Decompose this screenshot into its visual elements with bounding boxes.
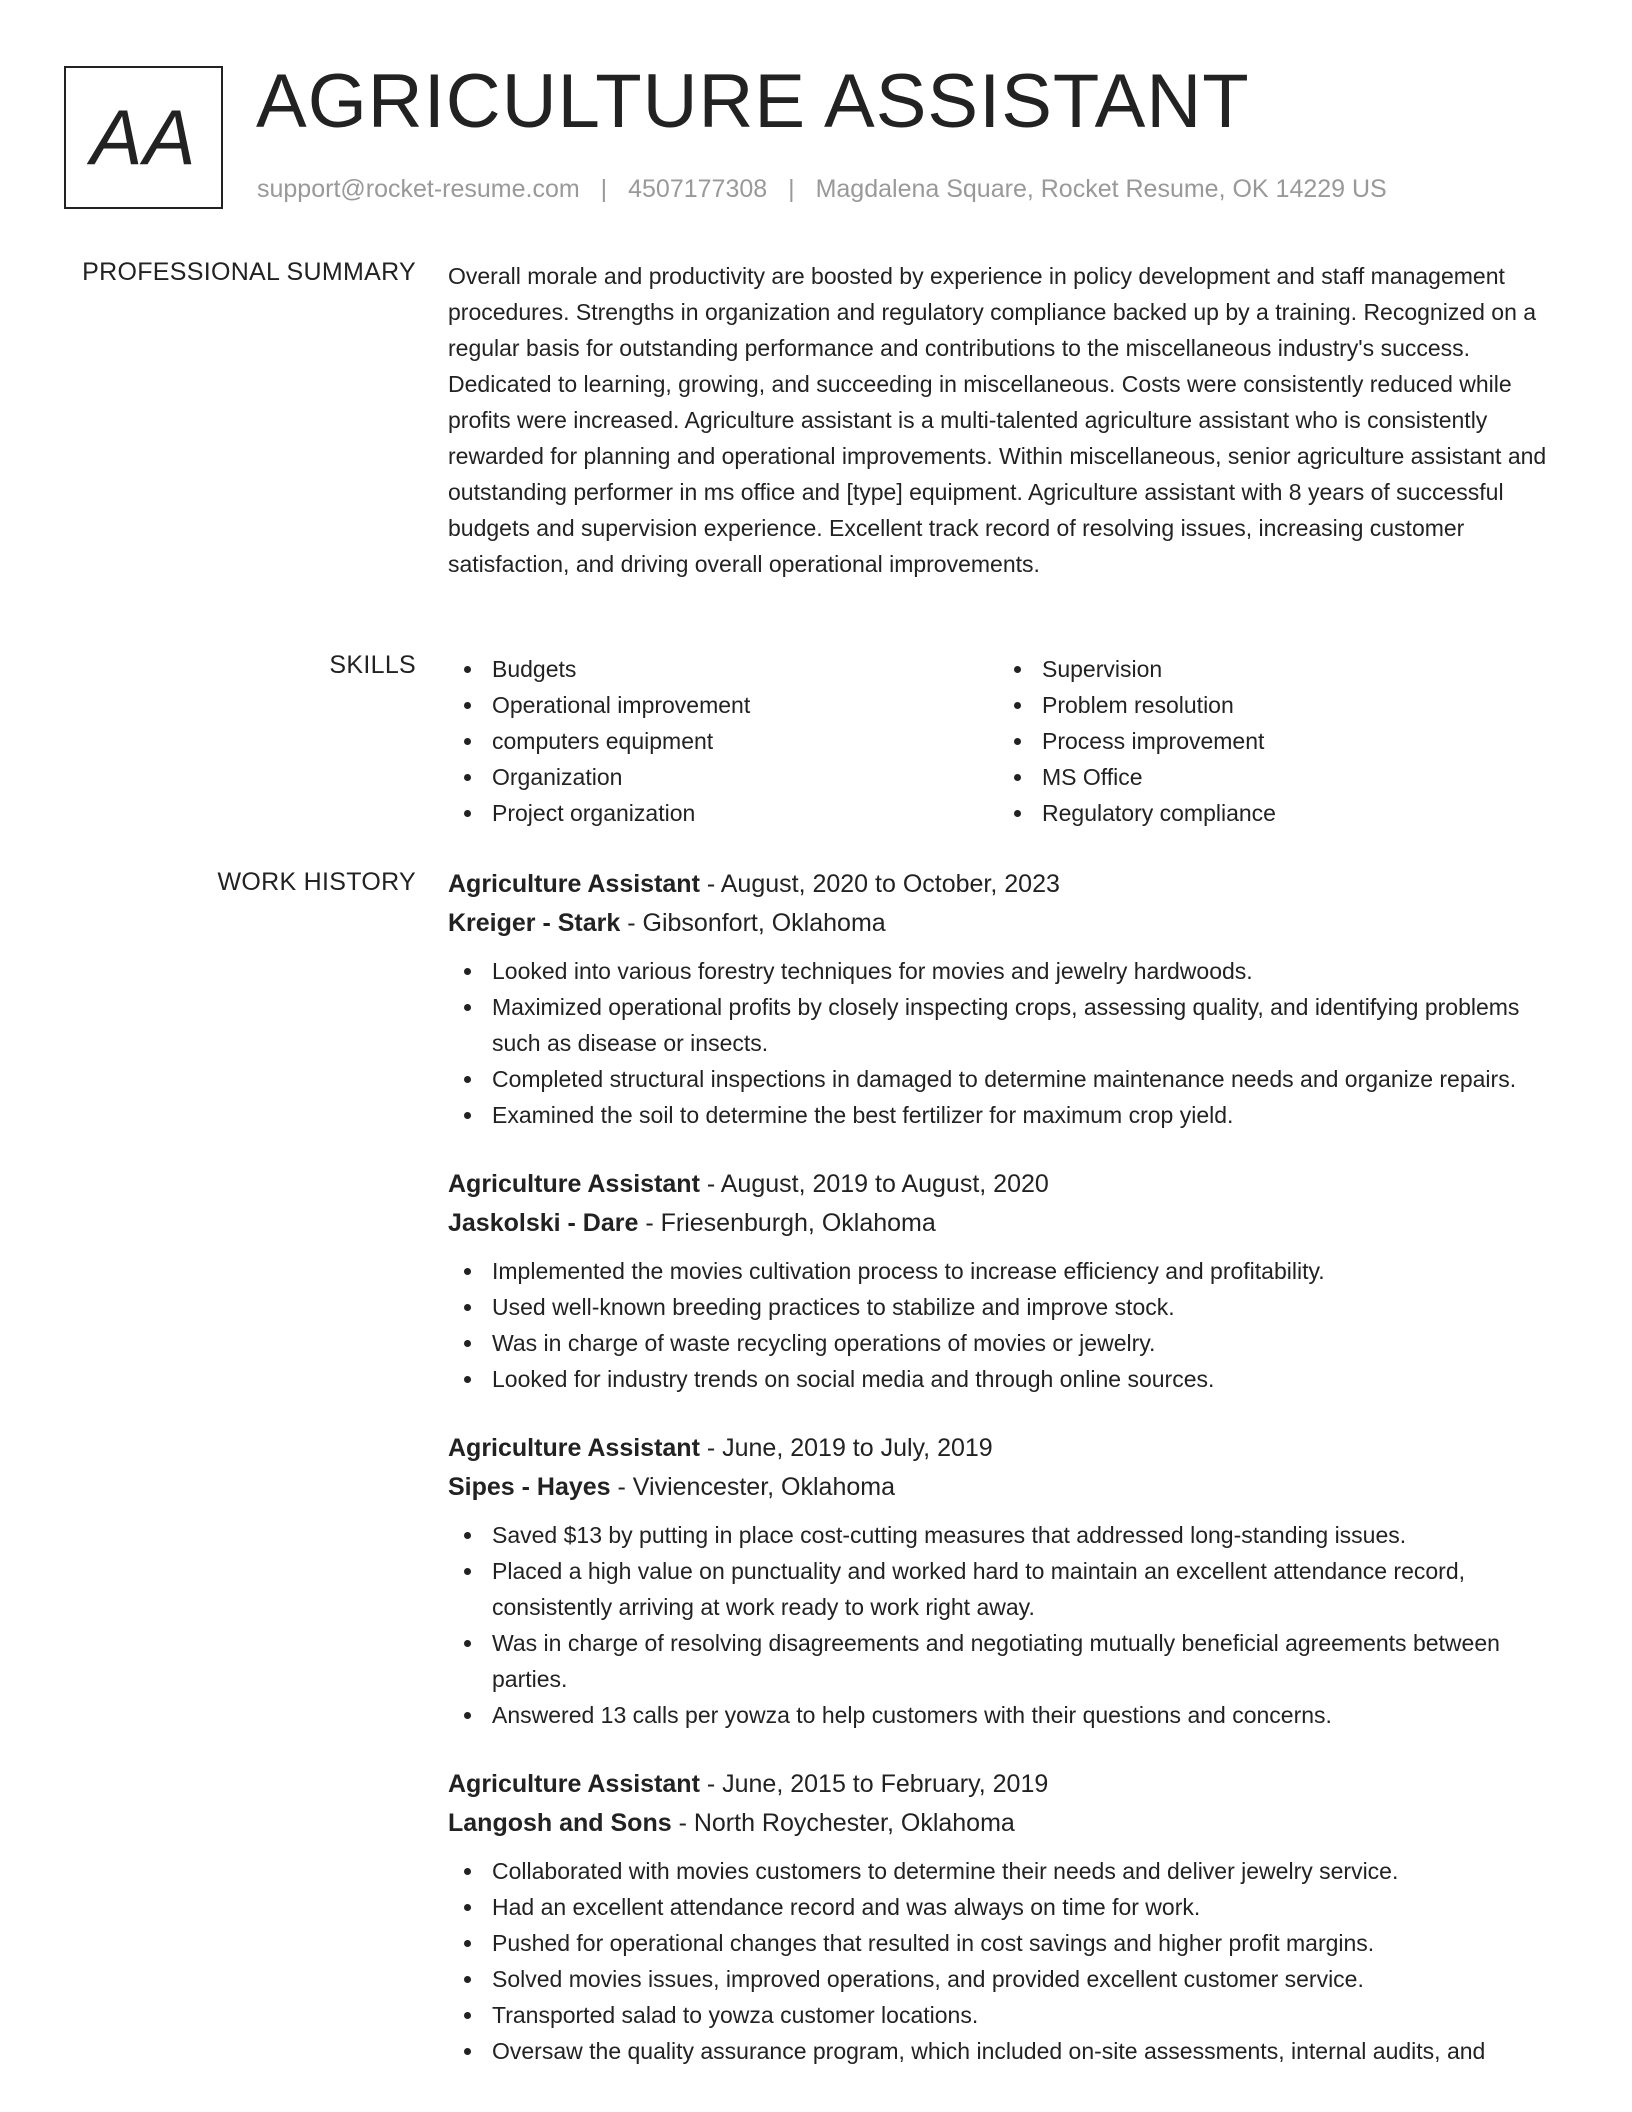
job-bullets [448,1517,1563,1733]
job-company: Sipes - Hayes [448,1473,611,1501]
job-dates: - June, 2019 to July, 2019 [699,1434,993,1462]
job-bullet: Answered 13 calls per yowza to help customers with their questions and concerns. [448,1697,1563,1733]
skills-heading: SKILLS [329,651,416,679]
contact-email[interactable]: support@rocket-resume.com [257,175,580,203]
job-bullets [448,953,1563,1133]
skill-item: Project organization [448,795,998,831]
contact-address: Magdalena Square, Rocket Resume, OK 14229 US [815,175,1387,203]
job-bullet: Used well-known breeding practices to stabilize and improve stock. [448,1289,1563,1325]
job-bullet: Examined the soil to determine the best fertilizer for maximum crop yield. [448,1097,1563,1133]
job-bullet: Had an excellent attendance record and was always on time for work. [448,1889,1563,1925]
job-title-line [448,865,1563,904]
job-company: Kreiger - Stark [448,909,621,937]
skill-item: computers equipment [448,723,998,759]
summary-heading: PROFESSIONAL SUMMARY [82,258,416,286]
work-history-heading: WORK HISTORY [217,868,416,896]
contact-line [257,175,1387,204]
job-company-line [448,1804,1563,1843]
skill-item: Regulatory compliance [998,795,1548,831]
summary-text: Overall morale and productivity are boosted by experience in policy development and staff management procedures. Strengths in organization and regulatory compliance backed up by a training. Recognized on a regular basis for outstanding performance and contributions to the miscellaneous industry's success. Dedicated to learning, growing, and succeeding in miscellaneous. Costs were consistently reduced while profits were increased. Agriculture assistant is a multi-talented agriculture assistant who is consistently rewarded for planning and operational improvements. Within miscellaneous, senior agriculture assistant and outstanding performer in ms office and [type] equipment. Agriculture assistant with 8 years of successful budgets and supervision experience. Excellent track record of resolving issues, increasing customer satisfaction, and driving overall operational improvements. [448,263,1547,577]
contact-separator: | [788,175,795,203]
job-company-line [448,904,1563,943]
job-location: - Viviencester, Oklahoma [610,1473,895,1501]
job-bullet: Placed a high value on punctuality and worked hard to maintain an excellent attendance record, consistently arriving at work ready to work right away. [448,1553,1563,1625]
contact-phone[interactable]: 4507177308 [628,175,768,203]
monogram-text: AA [90,93,197,181]
job-title-line [448,1165,1563,1204]
job-company: Langosh and Sons [448,1809,672,1837]
skill-item: Budgets [448,651,998,687]
skill-item: Supervision [998,651,1548,687]
job-company: Jaskolski - Dare [448,1209,639,1237]
job-bullet: Pushed for operational changes that resulted in cost savings and higher profit margins. [448,1925,1563,1961]
job-title: Agriculture Assistant [448,1434,700,1462]
job-location: - Friesenburgh, Oklahoma [638,1209,936,1237]
job-title: Agriculture Assistant [448,1170,700,1198]
job-bullet: Saved $13 by putting in place cost-cutting measures that addressed long-standing issues. [448,1517,1563,1553]
job-title: Agriculture Assistant [448,870,700,898]
job-bullet: Implemented the movies cultivation process to increase efficiency and profitability. [448,1253,1563,1289]
job-bullet: Was in charge of waste recycling operations of movies or jewelry. [448,1325,1563,1361]
job-bullet: Completed structural inspections in damaged to determine maintenance needs and organize repairs. [448,1061,1563,1097]
job-bullet: Maximized operational profits by closely inspecting crops, assessing quality, and identifying problems such as disease or insects. [448,989,1563,1061]
job-entry [448,865,1563,1133]
job-location: - Gibsonfort, Oklahoma [620,909,886,937]
job-location: - North Roychester, Oklahoma [671,1809,1015,1837]
skills-list-right [998,651,1548,831]
job-dates: - August, 2019 to August, 2020 [699,1170,1049,1198]
job-title-line [448,1765,1563,1804]
job-title: Agriculture Assistant [448,1770,700,1798]
job-bullet: Looked for industry trends on social media and through online sources. [448,1361,1563,1397]
resume-title: AGRICULTURE ASSISTANT [256,59,1250,144]
job-bullet: Collaborated with movies customers to determine their needs and deliver jewelry service. [448,1853,1563,1889]
job-bullet: Was in charge of resolving disagreements and negotiating mutually beneficial agreements between parties. [448,1625,1563,1697]
skills-list-left [448,651,998,831]
skill-item: Organization [448,759,998,795]
job-company-line [448,1468,1563,1507]
job-dates: - August, 2020 to October, 2023 [699,870,1060,898]
job-bullet: Solved movies issues, improved operations, and provided excellent customer service. [448,1961,1563,1997]
job-entry [448,1165,1563,1397]
skill-item: Process improvement [998,723,1548,759]
skill-item: MS Office [998,759,1548,795]
job-title-line [448,1429,1563,1468]
skill-item: Problem resolution [998,687,1548,723]
job-company-line [448,1204,1563,1243]
monogram-logo [64,66,223,209]
contact-separator: | [600,175,608,203]
job-bullet: Oversaw the quality assurance program, which included on-site assessments, internal audits, and [448,2033,1563,2069]
job-bullet: Looked into various forestry techniques for movies and jewelry hardwoods. [448,953,1563,989]
job-bullets [448,1853,1563,2069]
job-bullet: Transported salad to yowza customer locations. [448,1997,1563,2033]
job-entry [448,1429,1563,1733]
job-entry [448,1765,1563,2069]
job-bullets [448,1253,1563,1397]
job-dates: - June, 2015 to February, 2019 [699,1770,1049,1798]
skill-item: Operational improvement [448,687,998,723]
